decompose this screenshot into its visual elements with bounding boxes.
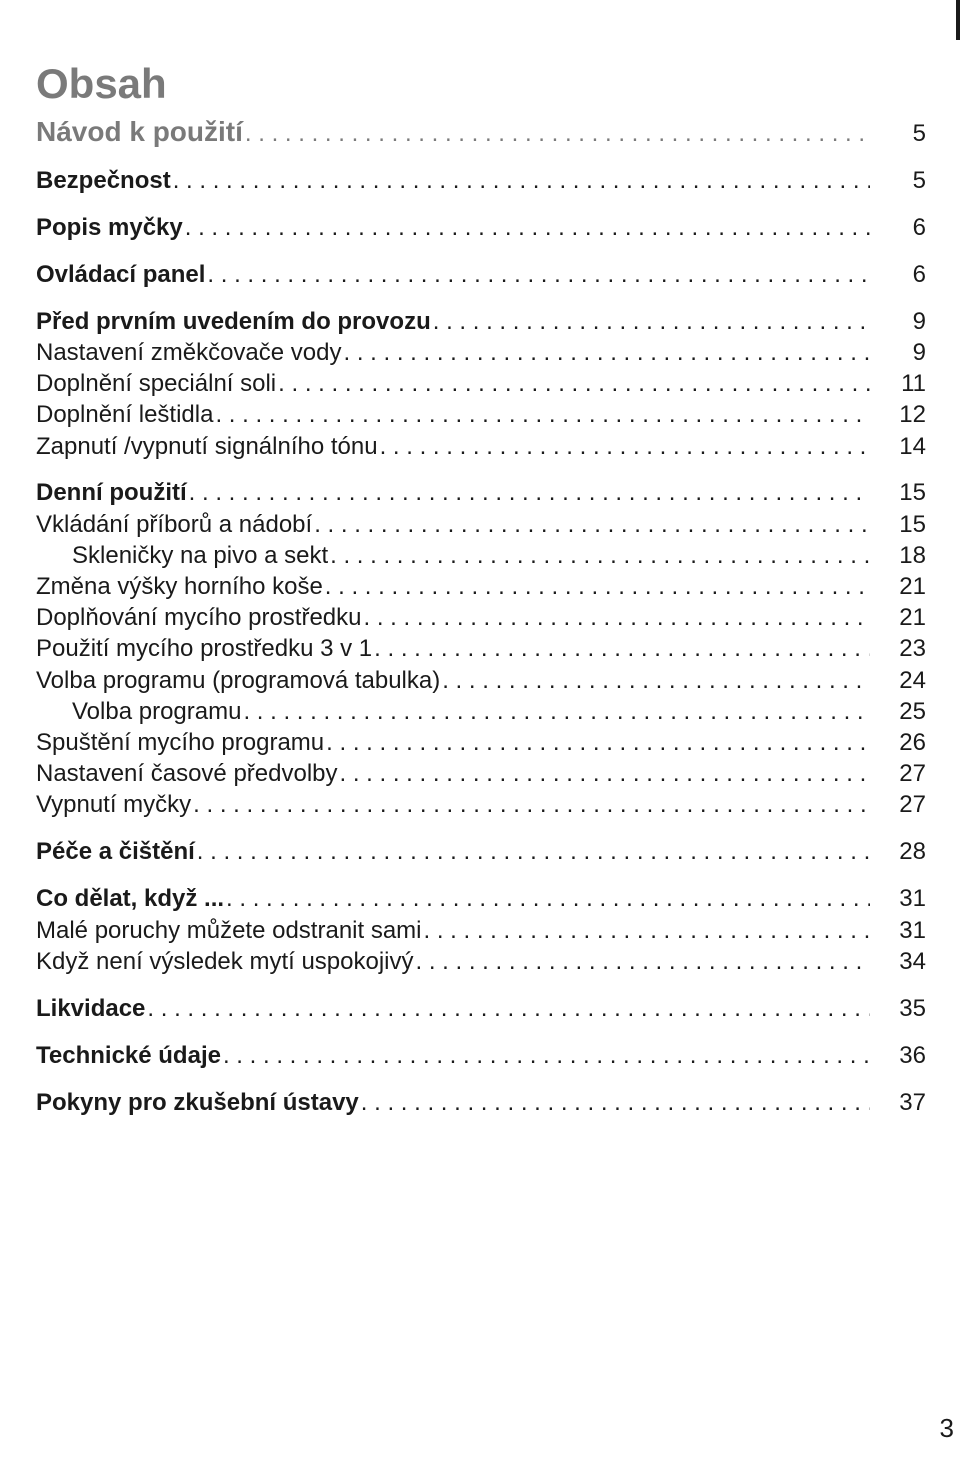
toc-entry-page: 15 <box>899 479 926 507</box>
toc-entry-title: Nastavení časové předvolby <box>36 760 338 788</box>
toc-entry[interactable] <box>36 306 926 337</box>
toc-entry-page: 27 <box>899 760 926 788</box>
dot-leader <box>326 727 870 758</box>
toc-entry-title: Volba programu <box>72 697 242 725</box>
toc-entry-page: 35 <box>899 994 926 1022</box>
dot-leader <box>278 368 870 399</box>
toc-entry-title: Technické údaje <box>36 1041 221 1069</box>
toc-entry-page: 28 <box>899 838 926 866</box>
toc-entry-title: Vypnutí myčky <box>36 791 192 819</box>
toc-entry-title: Ovládací panel <box>36 260 206 288</box>
toc-entry-title: Bezpečnost <box>36 166 171 194</box>
dot-leader <box>325 571 870 602</box>
toc-entry[interactable] <box>36 727 926 758</box>
toc-entry-title: Malé poruchy můžete odstranit sami <box>36 916 422 944</box>
dot-leader <box>197 836 870 867</box>
toc-entry[interactable] <box>36 602 926 633</box>
dot-leader <box>364 602 871 633</box>
toc-entry[interactable] <box>36 337 926 368</box>
toc-entry-page: 5 <box>912 120 926 147</box>
page-title: Obsah <box>36 60 167 108</box>
toc-entry[interactable] <box>36 915 926 946</box>
toc-entry-title: Změna výšky horního koše <box>36 573 323 601</box>
toc-entry-page: 31 <box>899 885 926 913</box>
dot-leader <box>340 758 871 789</box>
toc-entry[interactable] <box>36 431 926 462</box>
toc-entry-title: Volba programu (programová tabulka) <box>36 666 441 694</box>
toc-entry[interactable] <box>36 758 926 789</box>
toc-entry-page: 26 <box>899 728 926 756</box>
toc-entry[interactable] <box>36 477 926 508</box>
toc-entry[interactable] <box>36 368 926 399</box>
dot-leader <box>245 117 870 151</box>
toc-entry[interactable] <box>36 212 926 243</box>
toc-entry-title: Nastavení změkčovače vody <box>36 338 342 366</box>
toc-entry[interactable] <box>36 665 926 696</box>
toc-entry[interactable] <box>36 789 926 820</box>
toc-entry-page: 23 <box>899 635 926 663</box>
toc-entry-title: Když není výsledek mytí uspokojivý <box>36 947 414 975</box>
toc-entry-title: Co dělat, když ... <box>36 885 225 913</box>
toc-entry-page: 18 <box>899 541 926 569</box>
table-of-contents <box>36 115 926 1118</box>
toc-entry-page: 6 <box>912 213 926 241</box>
dot-leader <box>433 306 870 337</box>
dot-leader <box>223 1040 870 1071</box>
toc-entry[interactable] <box>36 883 926 914</box>
toc-entry[interactable] <box>36 696 926 727</box>
dot-leader <box>173 165 870 196</box>
dot-leader <box>424 915 871 946</box>
toc-entry-title: Návod k použití <box>36 116 243 147</box>
toc-entry-page: 11 <box>901 370 926 398</box>
dot-leader <box>185 212 870 243</box>
toc-entry-title: Doplnění speciální soli <box>36 370 277 398</box>
toc-entry-title: Likvidace <box>36 994 146 1022</box>
dot-leader <box>361 1087 870 1118</box>
dot-leader <box>416 946 871 977</box>
toc-entry-page: 34 <box>899 947 926 975</box>
toc-entry-page: 21 <box>899 604 926 632</box>
dot-leader <box>314 509 870 540</box>
corner-crop-mark <box>956 0 960 40</box>
toc-entry[interactable] <box>36 259 926 290</box>
toc-entry[interactable] <box>36 571 926 602</box>
toc-entry-page: 37 <box>899 1088 926 1116</box>
dot-leader <box>243 696 870 727</box>
toc-entry-page: 6 <box>912 260 926 288</box>
toc-entry-title: Denní použití <box>36 479 187 507</box>
toc-entry[interactable] <box>36 633 926 664</box>
dot-leader <box>215 399 870 430</box>
toc-entry-page: 9 <box>912 338 926 366</box>
dot-leader <box>374 633 870 664</box>
toc-entry-title: Před prvním uvedením do provozu <box>36 307 431 335</box>
toc-entry-page: 27 <box>899 791 926 819</box>
toc-entry-page: 36 <box>899 1041 926 1069</box>
toc-entry[interactable] <box>36 540 926 571</box>
toc-entry-page: 14 <box>899 432 926 460</box>
dot-leader <box>380 431 870 462</box>
toc-entry[interactable] <box>36 946 926 977</box>
dot-leader <box>442 665 870 696</box>
toc-entry[interactable] <box>36 1040 926 1071</box>
dot-leader <box>226 883 870 914</box>
toc-entry-title: Popis myčky <box>36 213 183 241</box>
toc-entry-title: Doplnění leštidla <box>36 401 214 429</box>
toc-entry[interactable] <box>36 399 926 430</box>
page-number: 3 <box>939 1413 954 1443</box>
toc-entry[interactable] <box>36 993 926 1024</box>
dot-leader <box>189 477 870 508</box>
toc-entry-page: 21 <box>899 573 926 601</box>
toc-entry-title: Vkládání příborů a nádobí <box>36 510 313 538</box>
toc-entry-title: Zapnutí /vypnutí signálního tónu <box>36 432 378 460</box>
toc-entry-title: Spuštění mycího programu <box>36 728 325 756</box>
toc-entry-title: Skleničky na pivo a sekt <box>72 541 329 569</box>
dot-leader <box>207 259 870 290</box>
toc-entry[interactable] <box>36 509 926 540</box>
toc-entry-title: Použití mycího prostředku 3 v 1 <box>36 635 373 663</box>
toc-entry-page: 31 <box>899 916 926 944</box>
toc-entry-page: 25 <box>899 697 926 725</box>
dot-leader <box>343 337 870 368</box>
toc-entry[interactable] <box>36 836 926 867</box>
toc-entry-page: 15 <box>899 510 926 538</box>
toc-entry-page: 5 <box>912 166 926 194</box>
dot-leader <box>147 993 870 1024</box>
toc-entry-title: Péče a čištění <box>36 838 195 866</box>
toc-entry-title: Doplňování mycího prostředku <box>36 604 362 632</box>
dot-leader <box>193 789 870 820</box>
toc-entry-page: 9 <box>912 307 926 335</box>
toc-entry-page: 24 <box>899 666 926 694</box>
toc-entry-title: Pokyny pro zkušební ústavy <box>36 1088 359 1116</box>
toc-entry[interactable] <box>36 1087 926 1118</box>
toc-entry-page: 12 <box>899 401 926 429</box>
toc-entry[interactable] <box>36 115 926 149</box>
dot-leader <box>330 540 870 571</box>
toc-entry[interactable] <box>36 165 926 196</box>
